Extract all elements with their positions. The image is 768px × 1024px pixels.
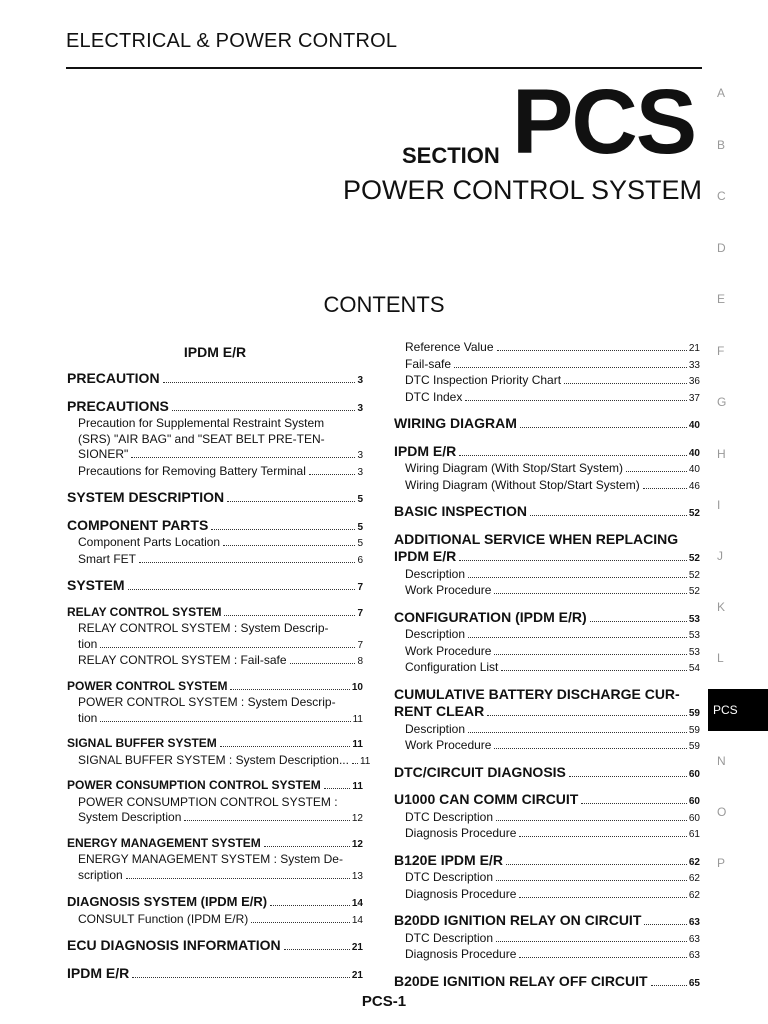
toc-entry-page: 46 — [688, 480, 700, 492]
toc-entry-title-line: POWER CONSUMPTION CONTROL SYSTEM : — [78, 794, 338, 809]
toc-leader — [223, 545, 355, 546]
toc-entry — [67, 711, 363, 728]
toc-entry[interactable] — [394, 627, 700, 644]
side-index-letter[interactable]: D — [717, 241, 726, 255]
toc-entry-title: Smart FET — [78, 551, 137, 566]
toc-entry-page: 60 — [688, 812, 700, 824]
toc-leader — [494, 748, 686, 749]
toc-entry[interactable] — [67, 653, 363, 670]
toc-entry — [67, 447, 363, 464]
toc-entry[interactable] — [394, 373, 700, 390]
toc-entry-page: 11 — [352, 739, 363, 750]
side-index-letter[interactable]: C — [717, 189, 726, 203]
toc-entry[interactable] — [394, 357, 700, 374]
toc-leader — [128, 589, 356, 590]
toc-entry-title: Configuration List — [405, 660, 499, 674]
toc-entry-title: COMPONENT PARTS — [67, 516, 209, 533]
toc-entry-title: ECU DIAGNOSIS INFORMATION — [67, 937, 281, 953]
toc-entry-multiline[interactable] — [67, 621, 363, 653]
toc-entry[interactable] — [67, 464, 363, 481]
toc-left-column — [67, 340, 371, 983]
toc-entry-page: 59 — [688, 724, 700, 736]
toc-entry — [67, 637, 363, 654]
side-index-letter[interactable]: I — [717, 498, 721, 512]
toc-entry-title: Description — [405, 721, 466, 736]
toc-leader — [644, 924, 687, 925]
toc-entry-title: SYSTEM DESCRIPTION — [67, 489, 225, 505]
toc-entry-multiline[interactable] — [67, 695, 363, 727]
toc-entry[interactable] — [67, 736, 363, 753]
toc-entry-title: DTC Inspection Priority Chart — [405, 373, 562, 387]
toc-leader — [459, 455, 687, 456]
toc-entry-page: 62 — [688, 889, 700, 901]
toc-leader — [126, 878, 350, 879]
toc-entry-title: WIRING DIAGRAM — [394, 415, 517, 431]
page-number: PCS-1 — [361, 993, 407, 1010]
toc-entry-page: 5 — [357, 538, 363, 549]
toc-leader — [581, 803, 687, 804]
toc-entry-multiline[interactable] — [67, 416, 363, 464]
toc-entry-title: B20DD IGNITION RELAY ON CIRCUIT — [394, 912, 642, 928]
toc-entry-title-line: Precaution for Supplemental Restraint System — [78, 416, 325, 430]
toc-entry[interactable] — [394, 765, 700, 783]
toc-entry-title: Component Parts Location — [78, 535, 221, 549]
toc-entry-page: 21 — [688, 343, 700, 354]
toc-entry-title-line: CUMULATIVE BATTERY DISCHARGE CUR- — [394, 685, 680, 702]
toc-leader — [643, 488, 687, 489]
toc-leader — [497, 350, 687, 351]
toc-entry-title: SIONER" — [78, 447, 129, 461]
toc-entry-title: Description — [405, 627, 466, 641]
toc-entry[interactable] — [394, 913, 700, 931]
toc-entry-title: System Description — [78, 810, 182, 824]
toc-entry-page: 7 — [357, 582, 363, 593]
toc-leader — [519, 957, 686, 958]
toc-entry-title: IPDM E/R — [394, 442, 457, 459]
toc-entry-page: 62 — [688, 873, 700, 884]
toc-entry-title-line: ENERGY MANAGEMENT SYSTEM : System De- — [78, 852, 343, 866]
toc-entry[interactable] — [67, 938, 363, 956]
side-index-letter[interactable]: A — [717, 86, 726, 100]
side-index-letter[interactable]: B — [717, 138, 726, 152]
toc-entry-page: 36 — [688, 376, 700, 387]
toc-entry-title: IPDM E/R — [67, 964, 130, 981]
toc-entry-title: BASIC INSPECTION — [394, 503, 528, 519]
toc-entry[interactable] — [394, 870, 700, 887]
toc-entry[interactable] — [394, 444, 700, 462]
toc-entry-title: DTC/CIRCUIT DIAGNOSIS — [394, 763, 566, 780]
toc-leader — [468, 577, 687, 578]
side-index-letter[interactable]: L — [717, 651, 724, 665]
toc-entry[interactable] — [67, 966, 363, 984]
side-index-letter[interactable]: O — [717, 805, 727, 819]
toc-leader — [227, 501, 355, 502]
toc-entry-page: 63 — [688, 933, 700, 945]
toc-leader — [569, 776, 687, 777]
toc-leader — [506, 864, 687, 865]
toc-entry-title: DTC Description — [405, 870, 494, 884]
toc-entry-title: Work Procedure — [405, 583, 492, 597]
toc-entry-title: Wiring Diagram (Without Stop/Start System) — [405, 477, 640, 492]
toc-entry[interactable] — [394, 738, 700, 755]
side-index-letter[interactable]: G — [717, 395, 727, 409]
toc-leader — [651, 985, 687, 986]
toc-leader — [468, 732, 687, 733]
toc-entry[interactable] — [394, 583, 700, 600]
toc-entry-title: Precautions for Removing Battery Terminal — [78, 463, 306, 478]
toc-leader — [132, 977, 350, 978]
toc-entry[interactable] — [394, 478, 700, 495]
toc-entry[interactable] — [394, 567, 700, 584]
toc-leader — [211, 529, 355, 530]
toc-entry-page: 11 — [352, 713, 363, 725]
toc-entry[interactable] — [394, 722, 700, 739]
toc-entry-page: 65 — [688, 977, 700, 989]
toc-entry[interactable] — [67, 371, 363, 389]
toc-subhead: IPDM E/R — [183, 344, 247, 360]
toc-entry-page: 59 — [688, 741, 700, 752]
toc-entry-title: Diagnosis Procedure — [405, 886, 517, 901]
toc-leader — [496, 941, 687, 942]
toc-entry[interactable] — [67, 605, 363, 622]
toc-entry[interactable] — [67, 399, 363, 417]
toc-entry[interactable] — [67, 552, 363, 569]
toc-entry-page: 11 — [352, 781, 363, 792]
toc-entry-page: 13 — [351, 870, 363, 882]
toc-entry-page: 3 — [357, 375, 363, 386]
toc-entry-page: 33 — [688, 359, 700, 371]
toc-leader — [590, 621, 687, 622]
toc-entry-page: 52 — [688, 508, 700, 519]
toc-entry-page: 14 — [351, 898, 363, 909]
toc-entry-page: 21 — [351, 969, 363, 981]
toc-entry-title: SIGNAL BUFFER SYSTEM : System Description... — [78, 752, 349, 767]
toc-leader — [459, 560, 687, 561]
toc-entry — [67, 810, 363, 827]
toc-entry[interactable] — [394, 887, 700, 904]
section-code: PCS — [512, 71, 696, 173]
toc-leader — [290, 663, 356, 664]
toc-entry-page: 37 — [688, 392, 700, 404]
toc-entry-title: CONFIGURATION (IPDM E/R) — [394, 608, 587, 625]
toc-entry-page: 40 — [688, 420, 700, 431]
toc-entry-page: 40 — [688, 464, 700, 475]
toc-entry-page: 21 — [351, 942, 363, 953]
toc-entry-page: 12 — [351, 813, 363, 824]
toc-entry[interactable] — [67, 894, 363, 912]
toc-entry-title: PRECAUTIONS — [67, 397, 169, 414]
toc-entry-title: B20DE IGNITION RELAY OFF CIRCUIT — [394, 972, 648, 989]
toc-leader — [163, 382, 356, 383]
toc-leader — [352, 763, 358, 764]
toc-entry-page: 3 — [357, 450, 363, 461]
section-title: POWER CONTROL SYSTEM — [342, 175, 702, 205]
toc-leader — [519, 897, 686, 898]
toc-entry-title: U1000 CAN COMM CIRCUIT — [394, 791, 579, 807]
toc-entry[interactable] — [67, 836, 363, 853]
side-index-letter[interactable]: H — [717, 447, 726, 461]
toc-leader — [468, 637, 687, 638]
toc-entry-title: B120E IPDM E/R — [394, 851, 503, 868]
section-label: SECTION — [402, 143, 500, 168]
toc-entry — [67, 868, 363, 885]
toc-entry-title: tion — [78, 710, 98, 725]
toc-leader — [454, 367, 687, 368]
toc-leader — [284, 949, 350, 950]
toc-entry-title: SIGNAL BUFFER SYSTEM — [67, 736, 217, 750]
toc-entry-page: 14 — [351, 914, 363, 926]
toc-entry-title: DTC Description — [405, 930, 494, 945]
toc-entry[interactable] — [394, 504, 700, 522]
toc-entry[interactable] — [394, 947, 700, 964]
toc-entry-page: 5 — [357, 521, 363, 533]
toc-entry-page: 53 — [688, 613, 700, 625]
side-index-letter[interactable]: P — [717, 856, 726, 870]
toc-leader — [496, 820, 687, 821]
toc-entry[interactable] — [394, 810, 700, 827]
toc-entry-title: PRECAUTION — [67, 370, 160, 386]
toc-leader — [220, 746, 351, 747]
toc-leader — [270, 905, 350, 906]
toc-entry-title: RENT CLEAR — [394, 703, 485, 719]
toc-leader — [626, 471, 687, 472]
toc-entry[interactable] — [394, 340, 700, 357]
toc-entry-title: RELAY CONTROL SYSTEM — [67, 604, 222, 619]
toc-entry-title: POWER CONSUMPTION CONTROL SYSTEM — [67, 778, 321, 792]
toc-entry-page: 7 — [357, 639, 363, 651]
header-rule — [66, 67, 702, 69]
toc-entry-title: RELAY CONTROL SYSTEM : Fail-safe — [78, 653, 287, 667]
toc-entry-page: 52 — [688, 569, 700, 581]
toc-entry-page: 8 — [357, 656, 363, 667]
side-index-active-label: PCS — [713, 703, 738, 717]
toc-entry-title: CONSULT Function (IPDM E/R) — [78, 911, 249, 926]
toc-entry — [394, 549, 700, 567]
toc-entry-page: 12 — [351, 838, 363, 850]
toc-entry-title: ENERGY MANAGEMENT SYSTEM — [67, 835, 261, 850]
toc-entry-page: 10 — [351, 681, 363, 693]
toc-entry-title: DTC Description — [405, 809, 494, 824]
toc-entry[interactable] — [67, 518, 363, 536]
toc-leader — [100, 647, 355, 648]
toc-entry[interactable] — [67, 490, 363, 508]
toc-right-column — [394, 340, 700, 991]
toc-leader — [224, 615, 355, 616]
toc-entry-title: SYSTEM — [67, 577, 125, 593]
toc-entry-title-line: (SRS) "AIR BAG" and "SEAT BELT PRE-TEN- — [78, 431, 325, 446]
toc-entry[interactable] — [67, 912, 363, 929]
toc-entry[interactable] — [394, 461, 700, 478]
toc-entry-multiline[interactable] — [67, 795, 363, 827]
toc-entry-title: Work Procedure — [405, 738, 492, 752]
toc-entry[interactable] — [394, 853, 700, 871]
toc-leader — [100, 721, 350, 722]
toc-entry-title: Fail-safe — [405, 356, 452, 371]
contents-title: CONTENTS — [323, 292, 445, 317]
toc-entry[interactable] — [394, 792, 700, 810]
toc-entry[interactable] — [394, 644, 700, 661]
toc-entry[interactable] — [67, 752, 371, 770]
toc-entry[interactable] — [67, 535, 363, 552]
toc-leader — [324, 788, 351, 789]
toc-entry[interactable] — [394, 610, 700, 628]
toc-leader — [520, 427, 687, 428]
side-index-letter[interactable]: F — [717, 344, 725, 358]
toc-entry-title: IPDM E/R — [394, 548, 457, 564]
side-index-letter[interactable]: J — [717, 549, 723, 563]
toc-entry-title: Wiring Diagram (With Stop/Start System) — [405, 461, 624, 475]
toc-entry-title: POWER CONTROL SYSTEM — [67, 678, 228, 693]
toc-entry-page: 61 — [688, 829, 700, 840]
toc-leader — [230, 689, 349, 690]
toc-leader — [496, 880, 687, 881]
chapter-header: ELECTRICAL & POWER CONTROL — [66, 30, 398, 52]
toc-entry-page: 53 — [688, 630, 700, 641]
toc-entry-title: Diagnosis Procedure — [405, 947, 517, 961]
toc-entry-title: DTC Index — [405, 389, 463, 404]
toc-entry-page: 3 — [357, 402, 363, 414]
toc-entry[interactable] — [394, 660, 700, 677]
toc-entry-multiline[interactable] — [394, 532, 700, 567]
toc-entry-page: 63 — [688, 950, 700, 961]
side-index-letter[interactable]: K — [717, 600, 726, 614]
toc-entry-page: 52 — [688, 586, 700, 597]
toc-entry[interactable] — [394, 974, 700, 992]
toc-entry[interactable] — [394, 826, 700, 843]
toc-entry[interactable] — [394, 390, 700, 407]
toc-entry-page: 7 — [357, 607, 363, 619]
side-index-letter[interactable]: N — [717, 754, 726, 768]
toc-leader — [131, 457, 355, 458]
toc-entry-title: Work Procedure — [405, 643, 492, 658]
toc-entry-title: tion — [78, 636, 98, 651]
toc-leader — [184, 820, 350, 821]
toc-entry-title: Description — [405, 566, 466, 581]
toc-entry-title: Reference Value — [405, 340, 494, 354]
toc-entry-title-line: RELAY CONTROL SYSTEM : System Descrip- — [78, 621, 329, 635]
toc-entry[interactable] — [394, 931, 700, 948]
toc-entry-title-line: ADDITIONAL SERVICE WHEN REPLACING — [394, 530, 679, 547]
toc-entry[interactable] — [67, 578, 363, 596]
toc-entry-page: 59 — [688, 708, 700, 719]
toc-leader — [172, 410, 356, 411]
toc-leader — [519, 836, 686, 837]
toc-entry-page: 62 — [688, 856, 700, 868]
toc-entry-multiline[interactable] — [67, 852, 363, 884]
toc-entry — [394, 704, 700, 722]
toc-entry-title-line: POWER CONTROL SYSTEM : System Descrip- — [78, 695, 336, 709]
toc-leader — [494, 593, 686, 594]
toc-entry-page: 3 — [357, 466, 363, 478]
toc-leader — [564, 383, 687, 384]
toc-entry[interactable] — [394, 416, 700, 434]
toc-entry[interactable] — [67, 778, 363, 795]
toc-entry-page: 60 — [688, 796, 700, 807]
toc-entry-title: scription — [78, 867, 123, 882]
side-index-active-tab[interactable] — [708, 689, 768, 731]
toc-leader — [251, 922, 350, 923]
toc-leader — [530, 515, 687, 516]
toc-entry-page: 40 — [688, 447, 700, 459]
toc-leader — [465, 400, 687, 401]
toc-leader — [494, 654, 686, 655]
toc-entry-page: 11 — [359, 755, 371, 767]
toc-entry-page: 52 — [688, 553, 700, 564]
toc-entry-multiline[interactable] — [394, 687, 700, 722]
toc-leader — [139, 562, 355, 563]
toc-leader — [309, 474, 356, 475]
toc-entry-page: 63 — [688, 917, 700, 928]
toc-leader — [501, 670, 686, 671]
toc-entry[interactable] — [67, 679, 363, 696]
toc-leader — [487, 715, 687, 716]
toc-entry-page: 60 — [688, 768, 700, 780]
toc-leader — [264, 846, 350, 847]
side-index-letter[interactable]: E — [717, 292, 726, 306]
toc-entry-page: 53 — [688, 646, 700, 658]
toc-entry-page: 6 — [357, 554, 363, 566]
toc-entry-title: DIAGNOSIS SYSTEM (IPDM E/R) — [67, 894, 268, 909]
toc-entry-title: Diagnosis Procedure — [405, 826, 517, 840]
toc-entry-page: 5 — [357, 494, 363, 505]
toc-entry-page: 54 — [688, 663, 700, 674]
